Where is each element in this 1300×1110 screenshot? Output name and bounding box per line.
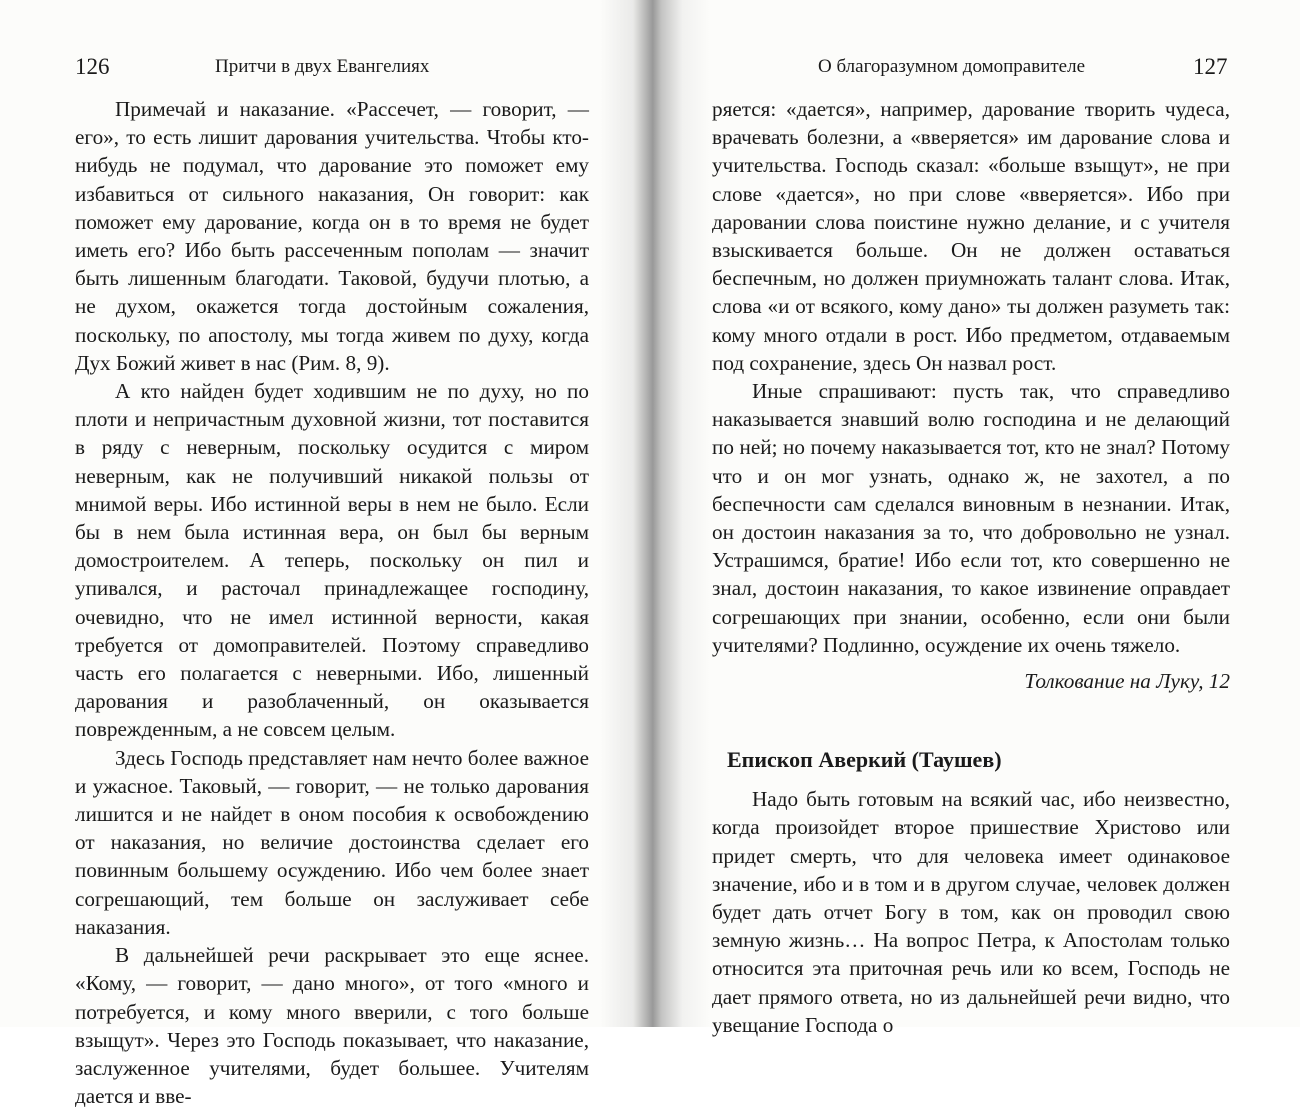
left-page-text (75, 95, 589, 1110)
running-title-left: Притчи в двух Евангелиях (215, 56, 430, 77)
page-number-right: 127 (1193, 54, 1228, 79)
paragraph: Иные спрашивают: пусть так, что справедливо наказывается знавший волю господина и не делающий по ней; но почему наказывается тот, кто не знал? Потому что и он мог узнать, однако ж, не захотел, а по беспечности сам сделался виновным в незнании. Итак, он достоин наказания за то, что добровольно не узнал. Устрашимся, братие! Ибо если тот, кто совершенно не знал, достоин наказания, то какое извинение оправдает согрешающих при знании, особенно, если они были учителями? Подлинно, осуждение их очень тяжело. (712, 379, 1230, 657)
right-page-text (712, 95, 1230, 1039)
paragraph: Примечай и наказание. «Рассечет, — говорит, — его», то есть лишит дарования учительства. Чтобы кто-нибудь не подумал, что дарование это поможет ему избавиться от сильного наказания, Он говорит: как поможет ему дарование, когда он в то время не будет иметь его? Ибо быть рассеченным пополам — значит быть лишенным благодати. Таковой, будучи плотью, а не духом, окажется тогда достойным сожаления, поскольку, по апостолу, мы тогда живем по духу, когда Дух Божий живет в нас (Рим. 8, 9). (75, 97, 589, 375)
paragraph: А кто найден будет ходившим не по духу, но по плоти и непричастным духовной жизни, тот поставится в ряду с неверным, поскольку осудится с миром неверным, как не получивший никакой пользы от мнимой веры. Ибо истинной веры в нем не было. Если бы в нем была истинная вера, он был бы верным домостроителем. А теперь, поскольку он пил и упивался, и расточал принадлежащее господину, очевидно, что не имел истинной верности, какая требуется от домоправителей. Поэтому справедливо часть его полагается с неверными. Ибо, лишенный дарования и разоблаченный, он оказывается поврежденным, а не совсем целым. (75, 379, 589, 742)
page-number-left: 126 (75, 54, 110, 79)
running-title-right: О благоразумном домоправителе (818, 56, 1086, 77)
left-page (0, 0, 640, 1109)
paragraph: В дальнейшей речи раскрывает это еще яснее. «Кому, — говорит, — дано много», от того «много и потребуется, и кому много вверили, с того больше взыщут». Через это Господь показывает, что наказание, заслуженное учителями, будет большее. Учителям дается и вве- (75, 943, 589, 1109)
source-citation: Толкование на Луку, 12 (1024, 669, 1230, 694)
paragraph: Здесь Господь представляет нам нечто более важное и ужасное. Таковый, — говорит, — не только дарования лишится и не найдет в оном пособия к освобождению от наказания, но величие достоинства сделает его повинным большему осуждению. Ибо чем более знает согрешающий, тем больше он заслуживает себе наказания. (75, 745, 589, 939)
paragraph-continued: ряется: «дается», например, дарование творить чудеса, врачевать болезни, а «вверяется» им дарование слова и учительства. Господь сказал: «больше взыщут», не при слове «дается», но при слове «вверяется». Ибо при даровании слова поистине нужно делание, и с учителя взыскивается больше. Он не должен оставаться беспечным, но должен приумножать талант слова. Итак, слова «и от всякого, кому дано» ты должен разуметь так: кому много отдали в рост. Ибо предметом, отдаваемым под сохранение, здесь Он назвал рост. (712, 97, 1230, 375)
section-heading: Епископ Аверкий (Таушев) (727, 747, 1002, 773)
paragraph: Надо быть готовым на всякий час, ибо неизвестно, когда произойдет второе пришествие Христово или придет смерть, что для человека имеет одинаковое значение, ибо и в том и в другом случае, человек должен будет дать отчет Богу в том, как он проводил свою земную жизнь… На вопрос Петра, к Апостолам только относится эта приточная речь или ко всем, Господь не дает прямого ответа, но из дальнейшей речи видно, что увещание Господа о (712, 787, 1230, 1037)
right-page (640, 0, 1300, 1037)
